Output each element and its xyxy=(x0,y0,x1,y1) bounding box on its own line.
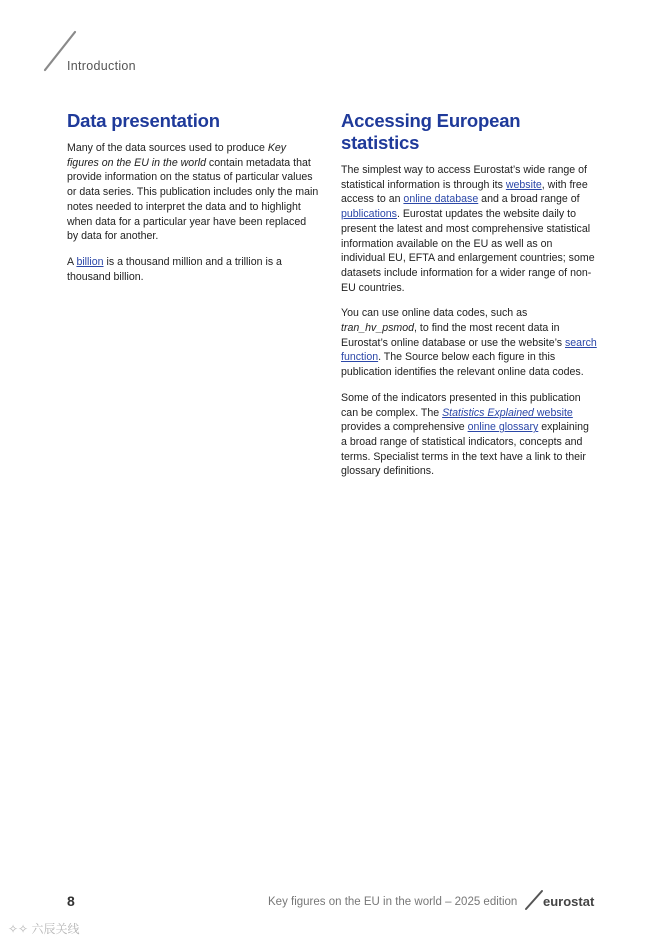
data-presentation-heading: Data presentation xyxy=(67,110,220,131)
data-presentation-paragraph-1: Many of the data sources used to produce Key figures on the EU in the world contain metadata that provide information on the status of particular values or data series. This publication includes only the main notes needed to interpret the data and to highlight when data for a particular year have been replaced by data for another. xyxy=(67,142,319,243)
data-presentation-paragraph-2: A billion is a thousand million and a trillion is a thousand billion. xyxy=(67,255,282,283)
eurostat-logo: eurostat xyxy=(543,894,595,909)
right-column xyxy=(341,110,597,490)
page-number: 8 xyxy=(67,893,75,909)
data-code-example: tran_hv_psmod xyxy=(341,322,415,335)
left-column xyxy=(67,110,320,295)
website-link[interactable]: website xyxy=(505,178,542,191)
billion-link[interactable]: billion xyxy=(76,255,104,268)
accessing-paragraph-2: You can use online data codes, such as tran_hv_psmod, to find the most recent data in Eurostat’s online database or use the website’s search function. The Source below each figure in this publication identifies the relevant online data codes. xyxy=(341,307,597,379)
online-database-link[interactable]: online database xyxy=(403,193,479,206)
footer-publication-title: Key figures on the EU in the world – 2025 edition xyxy=(268,896,518,908)
publication-title-italic: Key figures on the EU in the world xyxy=(67,142,287,169)
accessing-paragraph-1: The simplest way to access Eurostat’s wide range of statistical information is through its website, with free access to an online database and a broad range of publications. Eurostat updates the website daily to present the latest and most comprehensive statistical information available on the EU as well as on individual EU, EFTA and enlargement countries; some datasets include information for a wider range of non-EU countries. xyxy=(341,164,595,294)
watermark: ✧✧ 六辰关线 xyxy=(8,922,80,936)
accessing-statistics-heading: Accessing European statistics xyxy=(341,110,521,153)
online-glossary-link[interactable]: online glossary xyxy=(467,421,539,434)
publications-link[interactable]: publications xyxy=(341,208,397,221)
search-function-link[interactable]: search function xyxy=(341,336,597,364)
statistics-explained-link[interactable]: Statistics Explained website xyxy=(442,406,573,419)
accessing-paragraph-3: Some of the indicators presented in this publication can be complex. The Statistics Explained website provides a comprehensive online glossary explaining a broad range of statistical indicators, concepts and terms. Specialist terms in the text have a link to their glossary definitions. xyxy=(341,391,589,478)
section-label: Introduction xyxy=(67,59,136,73)
footer-slash-icon xyxy=(523,889,545,911)
